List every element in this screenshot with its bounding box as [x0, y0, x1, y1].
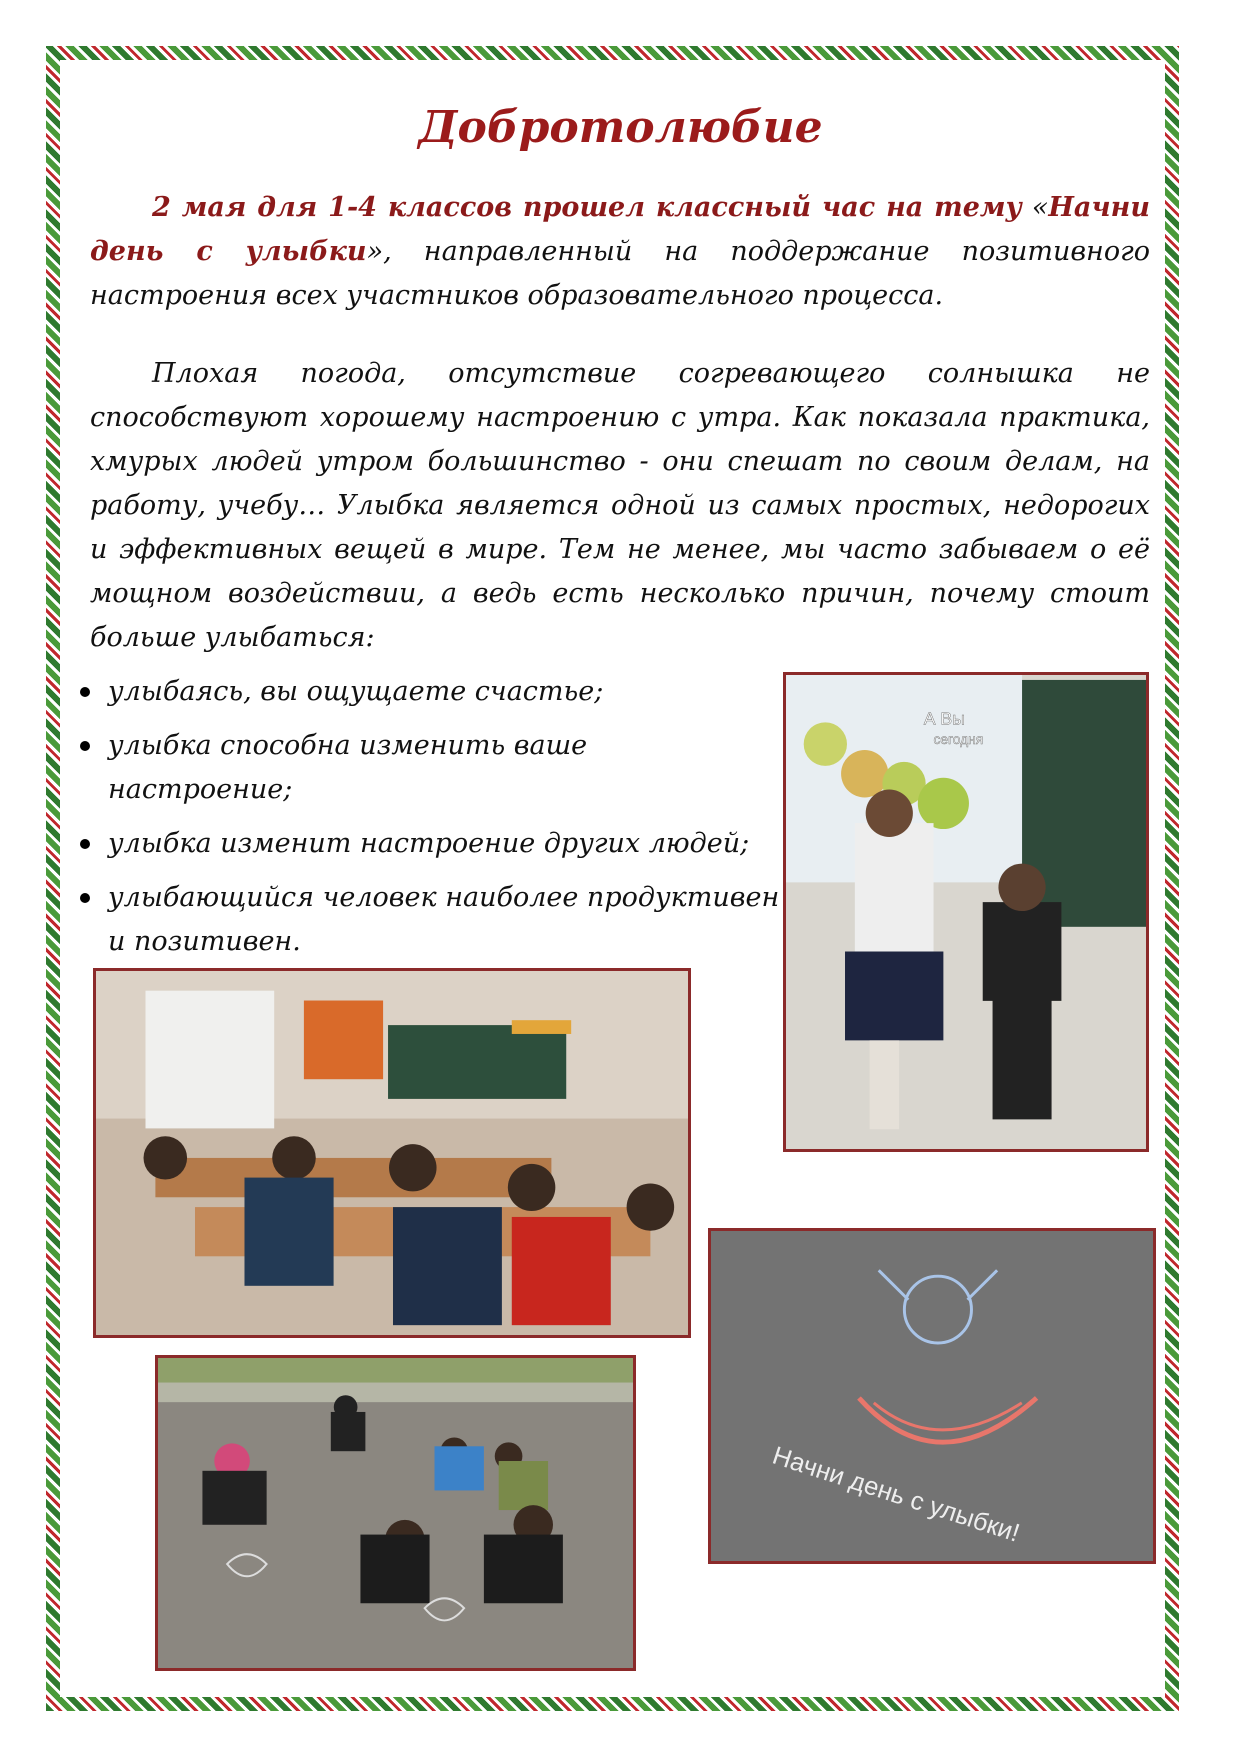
- photo-chalk-drawing-image: [711, 1231, 1153, 1561]
- photo-kids-at-screen-image: [786, 675, 1146, 1149]
- photo-chalk-drawing: [708, 1228, 1156, 1564]
- chalk-text: Начни день с улыбки!: [769, 1441, 1023, 1548]
- intro-paragraph: [90, 186, 1150, 318]
- photo-classroom: [93, 968, 691, 1338]
- list-item: улыбка изменит настроение других людей;: [80, 822, 780, 866]
- quote-open: «: [1021, 192, 1049, 223]
- intro-lead: 2 мая для 1-4 классов прошел классный час на тему: [152, 192, 1022, 223]
- reasons-list: [80, 670, 780, 974]
- list-item: улыбаясь, вы ощущаете счастье;: [80, 670, 780, 714]
- screen-text-2: сегодня: [933, 732, 984, 748]
- page-title: Добротолюбие: [418, 102, 823, 153]
- bullet-icon: [80, 893, 90, 903]
- intro-rest: », направленный на поддержание позитивного настроения всех участников образовательного процесса.: [90, 236, 1150, 311]
- bullet-icon: [80, 839, 90, 849]
- photo-kids-at-screen: [783, 672, 1149, 1152]
- screen-text-1: А Вы: [923, 708, 965, 729]
- body-paragraph: Плохая погода, отсутствие согревающего солнышка не способствуют хорошему настроению с утра. Как показала практика, хмурых людей утром большинство - они спешат по своим делам, на работу, учебу… Улыбка является одной из самых простых, недорогих и эффективных вещей в мире. Тем не менее, мы часто забываем о её мощном воздействии, а ведь есть несколько причин, почему стоит больше улыбаться:: [90, 358, 1150, 653]
- photo-classroom-image: [96, 971, 688, 1335]
- bullet-icon: [80, 741, 90, 751]
- list-item: улыбающийся человек наиболее продуктивен и позитивен.: [80, 876, 780, 964]
- photo-kids-drawing-outside-image: [158, 1358, 633, 1668]
- bullet-icon: [80, 687, 90, 697]
- intro-topic: Начни день с улыбки: [90, 192, 1150, 267]
- list-item: улыбка способна изменить ваше настроение;: [80, 724, 780, 812]
- photo-kids-drawing-outside: [155, 1355, 636, 1671]
